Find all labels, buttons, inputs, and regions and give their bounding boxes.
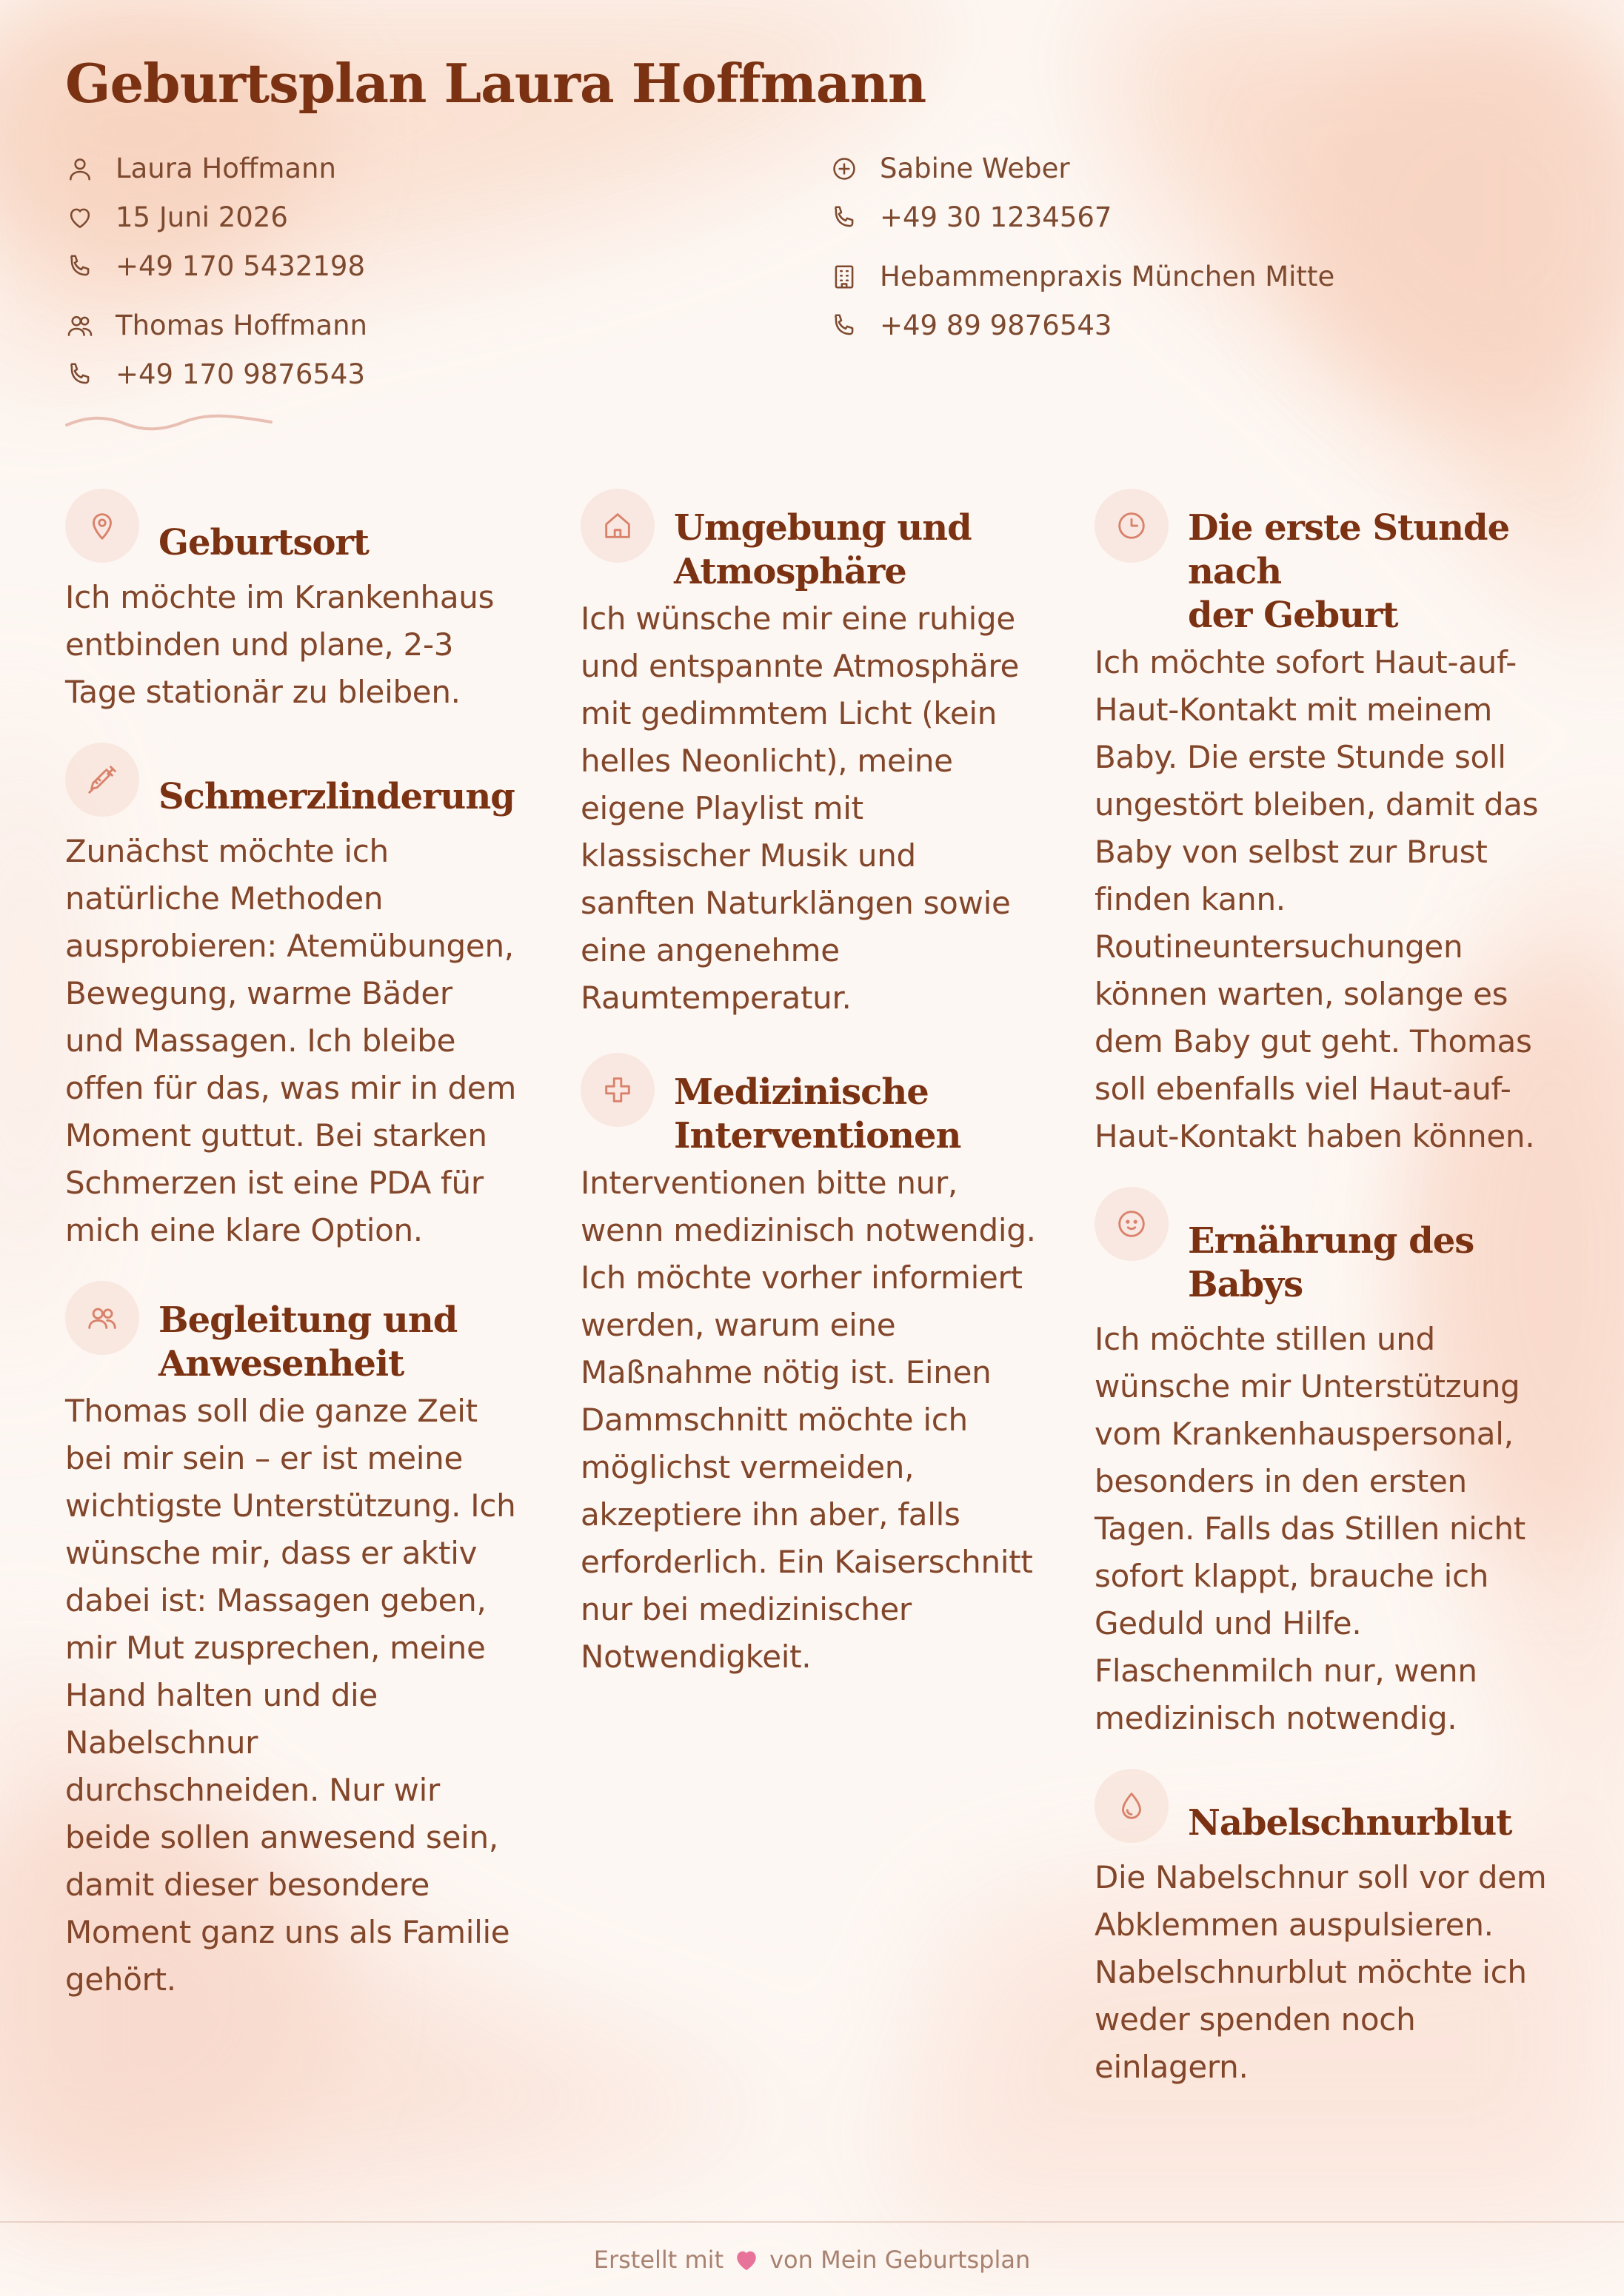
building-icon (829, 262, 859, 292)
midwife-name: Sabine Weber (880, 153, 1070, 184)
section-text: Thomas soll die ganze Zeit bei mir sein – er ist meine wichtigste Unterstützung. Ich wünsche mir, dass er aktiv dabei ist: Massagen geben, mir Mut zusprechen, meine Hand halten und die Nabelschnur durchschneiden. Nur wir beide sollen anwesend sein, damit dieser besondere Moment ganz uns als Familie gehört. (65, 1393, 516, 1998)
section-medizin (581, 1053, 1055, 1681)
section-text: Ich möchte sofort Haut-auf- Haut-Kontakt mit meinem Baby. Die erste Stunde soll ungestört bleiben, damit das Baby von selbst zur Brust finden kann. Routineuntersuchungen können warten, solange es dem Baby gut geht. Thomas soll ebenfalls viel Haut-auf- Haut-Kontakt haben können. (1095, 644, 1539, 1154)
section-text: Ich möchte stillen und wünsche mir Unterstützung vom Krankenhauspersonal, besonders in den ersten Tagen. Falls das Stillen nicht sofort klappt, brauche ich Geduld und Hilfe. Flaschenmilch nur, wenn medizinisch notwendig. (1095, 1321, 1526, 1736)
section-title: Nabelschnurblut (1188, 1802, 1512, 1844)
practice-name: Hebammenpraxis München Mitte (880, 261, 1335, 292)
due-date: 15 Juni 2026 (116, 201, 288, 233)
midwife-phone-row (829, 201, 1112, 233)
footer (0, 2221, 1624, 2296)
heart-outline-icon (65, 203, 95, 232)
page-title: Geburtsplan Laura Hoffmann (65, 52, 926, 115)
baby-face-icon (1095, 1187, 1169, 1261)
partner-name-row (65, 309, 367, 341)
footer-prefix: Erstellt mit (593, 2245, 724, 2274)
mother-phone-row (65, 250, 365, 282)
section-title: Die erste Stunde nach der Geburt (1188, 507, 1510, 636)
column-middle (581, 489, 1055, 1707)
section-title: Begleitung und Anwesenheit (158, 1299, 458, 1385)
section-ernaehrung (1095, 1187, 1568, 1742)
midwife-phone: +49 30 1234567 (880, 201, 1112, 233)
section-text: Zunächst möchte ich natürliche Methoden ausprobieren: Atemübungen, Bewegung, warme Bäder und Massagen. Ich bleibe offen für das, was mir in dem Moment guttut. Bei starken Schmerzen ist eine PDA für mich eine klare Option. (65, 833, 516, 1248)
mother-phone: +49 170 5432198 (116, 250, 366, 282)
column-right (1095, 489, 1568, 2118)
section-title: Geburtsort (158, 522, 369, 563)
user-icon (65, 154, 95, 184)
partner-phone: +49 170 9876543 (116, 358, 366, 390)
column-left (65, 489, 539, 2030)
users-icon (65, 311, 95, 341)
section-erste-stunde (1095, 489, 1568, 1160)
mother-name-row (65, 153, 336, 184)
droplet-icon (1095, 1769, 1169, 1843)
section-title: Umgebung und Atmosphäre (674, 507, 972, 592)
section-umgebung (581, 489, 1055, 1022)
section-schmerzlinderung (65, 743, 539, 1254)
people-icon (65, 1281, 139, 1355)
heart-icon (734, 2248, 759, 2272)
partner-name: Thomas Hoffmann (116, 309, 368, 341)
practice-phone: +49 89 9876543 (880, 309, 1112, 341)
plus-circle-icon (829, 154, 859, 184)
map-pin-icon (65, 489, 139, 563)
home-icon (581, 489, 655, 563)
practice-phone-row (829, 309, 1112, 341)
section-text: Interventionen bitte nur, wenn medizinisch notwendig. Ich möchte vorher informiert werden, warum eine Maßnahme nötig ist. Einen Dammschnitt möchte ich möglichst vermeiden, akzeptiere ihn aber, falls erforderlich. Ein Kaiserschnitt nur bei medizinischer Notwendigkeit. (581, 1165, 1036, 1675)
phone-icon (829, 311, 859, 341)
section-nabelschnur (1095, 1769, 1568, 2091)
medical-cross-icon (581, 1053, 655, 1127)
phone-icon (829, 203, 859, 232)
phone-icon (65, 360, 95, 389)
partner-phone-row (65, 358, 365, 390)
section-title: Medizinische Interventionen (674, 1071, 961, 1157)
section-title: Ernährung des Babys (1188, 1220, 1474, 1305)
phone-icon (65, 252, 95, 281)
wave-divider (65, 412, 273, 434)
section-begleitung (65, 1281, 539, 2004)
section-title: Schmerzlinderung (158, 776, 515, 817)
section-text: Ich möchte im Krankenhaus entbinden und plane, 2-3 Tage stationär zu bleiben. (65, 579, 495, 710)
clock-icon (1095, 489, 1169, 563)
mother-name: Laura Hoffmann (116, 153, 336, 184)
section-geburtsort (65, 489, 539, 716)
footer-suffix: von Mein Geburtsplan (769, 2245, 1031, 2274)
practice-name-row (829, 261, 1334, 292)
due-date-row (65, 201, 288, 233)
section-text: Die Nabelschnur soll vor dem Abklemmen auspulsieren. Nabelschnurblut möchte ich weder spenden noch einlagern. (1095, 1859, 1547, 2085)
section-text: Ich wünsche mir eine ruhige und entspannte Atmosphäre mit gedimmtem Licht (kein helles Neonlicht), meine eigene Playlist mit klassischer Musik und sanften Naturklängen sowie eine angenehme Raumtemperatur. (581, 600, 1020, 1016)
midwife-name-row (829, 153, 1070, 184)
syringe-icon (65, 743, 139, 817)
